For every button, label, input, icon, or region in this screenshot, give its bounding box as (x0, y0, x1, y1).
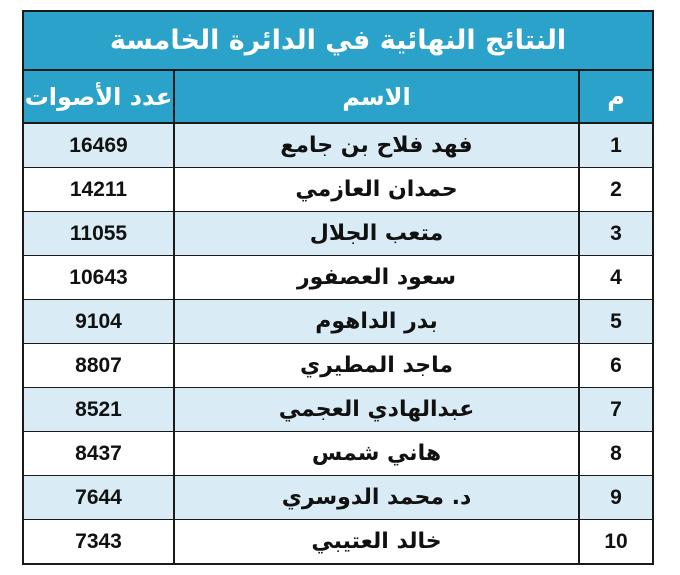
candidate-name: متعب الجلال (174, 212, 579, 256)
row-number: 2 (579, 168, 652, 212)
table-row (24, 168, 652, 212)
column-header-votes: عدد الأصوات (24, 71, 174, 123)
table-row (24, 520, 652, 564)
vote-count: 11055 (24, 212, 174, 256)
column-header-name: الاسم (174, 71, 579, 123)
results-table-container (22, 10, 654, 565)
row-number: 7 (579, 388, 652, 432)
row-number: 5 (579, 300, 652, 344)
candidate-name: خالد العتيبي (174, 520, 579, 564)
table-row (24, 476, 652, 520)
row-number: 1 (579, 123, 652, 168)
row-number: 3 (579, 212, 652, 256)
table-row (24, 123, 652, 168)
vote-count: 8521 (24, 388, 174, 432)
vote-count: 9104 (24, 300, 174, 344)
column-header-number: م (579, 71, 652, 123)
vote-count: 7343 (75, 529, 122, 553)
row-number: 10 (579, 520, 652, 564)
vote-count: 8437 (24, 432, 174, 476)
header-row (24, 71, 652, 123)
candidate-name: عبدالهادي العجمي (174, 388, 579, 432)
vote-count: 14211 (24, 168, 174, 212)
vote-count: 8807 (24, 344, 174, 388)
vote-count: 10643 (24, 256, 174, 300)
candidate-name: د. محمد الدوسري (174, 476, 579, 520)
results-table (24, 71, 652, 563)
row-number: 4 (579, 256, 652, 300)
vote-count: 7644 (24, 476, 174, 520)
table-row (24, 344, 652, 388)
table-row (24, 256, 652, 300)
table-row (24, 212, 652, 256)
row-number: 9 (579, 476, 652, 520)
table-row (24, 388, 652, 432)
candidate-name: فهد فلاح بن جامع (174, 123, 579, 168)
candidate-name: بدر الداهوم (174, 300, 579, 344)
candidate-name: هاني شمس (174, 432, 579, 476)
table-title: النتائج النهائية في الدائرة الخامسة (24, 12, 652, 71)
row-number: 8 (579, 432, 652, 476)
table-row (24, 432, 652, 476)
candidate-name: حمدان العازمي (174, 168, 579, 212)
candidate-name: ماجد المطيري (174, 344, 579, 388)
row-number: 6 (579, 344, 652, 388)
candidate-name: سعود العصفور (174, 256, 579, 300)
table-row (24, 300, 652, 344)
vote-count: 16469 (24, 123, 174, 168)
